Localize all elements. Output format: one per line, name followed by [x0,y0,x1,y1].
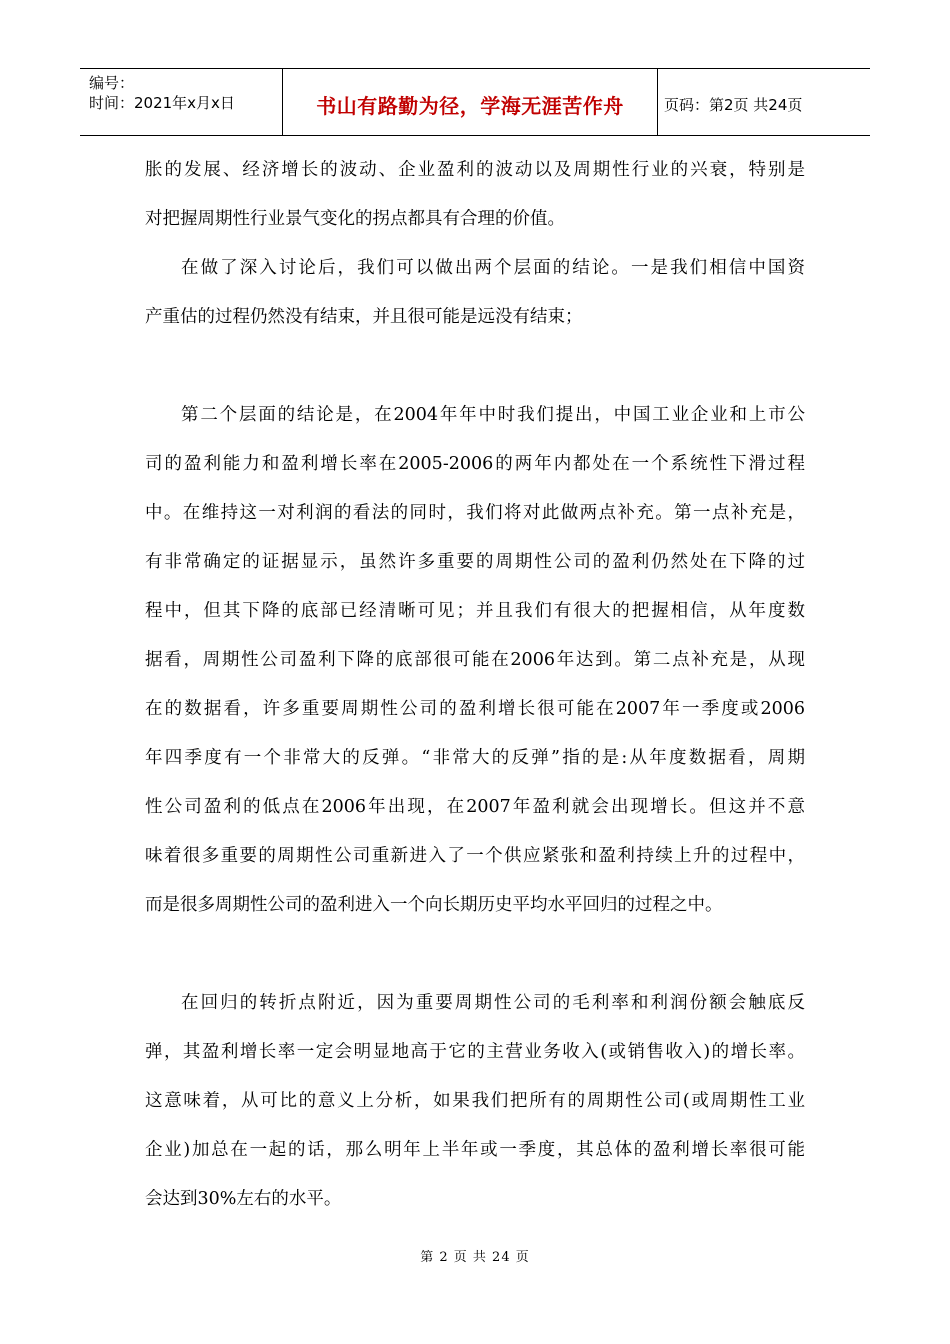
text-line: 中。在维持这一对利润的看法的同时，我们将对此做两点补充。第一点补充是， [145,503,805,523]
paragraph-gap [145,936,805,985]
text-line: 胀的发展、经济增长的波动、企业盈利的波动以及周期性行业的兴衰，特别是 [145,160,805,180]
text-line: 有非常确定的证据显示，虽然许多重要的周期性公司的盈利仍然处在下降的过 [145,552,805,572]
paragraph-gap [145,348,805,397]
text-line: 这意味着，从可比的意义上分析，如果我们把所有的周期性公司(或周期性工业 [145,1091,805,1111]
text-line: 产重估的过程仍然没有结束，并且很可能是远没有结束； [145,307,583,327]
header-motto: 书山有路勤为径，学海无涯苦作舟 [316,93,624,118]
header-page-cell [658,69,870,135]
text-line: 会达到30%左右的水平。 [145,1189,342,1209]
text-line: 对把握周期性行业景气变化的拐点都具有合理的价值。 [145,209,565,229]
text-line: 性公司盈利的低点在2006年出现，在2007年盈利就会出现增长。但这并不意 [145,797,805,817]
text-line: 在的数据看，许多重要周期性公司的盈利增长很可能在2007年一季度或2006 [145,699,805,719]
page-header [80,68,870,136]
text-line: 在做了深入讨论后，我们可以做出两个层面的结论。一是我们相信中国资 [181,258,805,278]
text-line: 第二个层面的结论是，在2004年年中时我们提出，中国工业企业和上市公 [181,405,805,425]
paragraph [145,250,805,348]
footer-page-number: 第 2 页 共 24 页 [420,1250,530,1265]
text-line: 程中，但其下降的底部已经清晰可见；并且我们有很大的把握相信，从年度数 [145,601,805,621]
header-motto-cell [283,69,658,135]
text-line: 企业)加总在一起的话，那么明年上半年或一季度，其总体的盈利增长率很可能 [145,1140,805,1160]
text-line: 司的盈利能力和盈利增长率在2005-2006的两年内都处在一个系统性下滑过程 [145,454,805,474]
document-date-label: 时间：2021年x月x日 [89,94,235,112]
text-line: 而是很多周期性公司的盈利进入一个向长期历史平均水平回归的过程之中。 [145,895,723,915]
paragraph [145,152,805,250]
page-footer [0,1246,950,1265]
text-line: 据看，周期性公司盈利下降的底部很可能在2006年达到。第二点补充是，从现 [145,650,805,670]
header-meta [80,69,283,135]
text-line: 在回归的转折点附近，因为重要周期性公司的毛利率和利润份额会触底反 [181,993,805,1013]
paragraph [145,985,805,1230]
text-line: 年四季度有一个非常大的反弹。“非常大的反弹”指的是:从年度数据看，周期 [145,748,805,768]
document-body [145,152,805,1230]
text-line: 味着很多重要的周期性公司重新进入了一个供应紧张和盈利持续上升的过程中， [145,846,805,866]
paragraph [145,397,805,936]
text-line: 弹，其盈利增长率一定会明显地高于它的主营业务收入(或销售收入)的增长率。 [145,1042,805,1062]
document-number-label: 编号： [89,74,135,92]
header-page-number: 页码：第2页 共24页 [664,95,803,114]
